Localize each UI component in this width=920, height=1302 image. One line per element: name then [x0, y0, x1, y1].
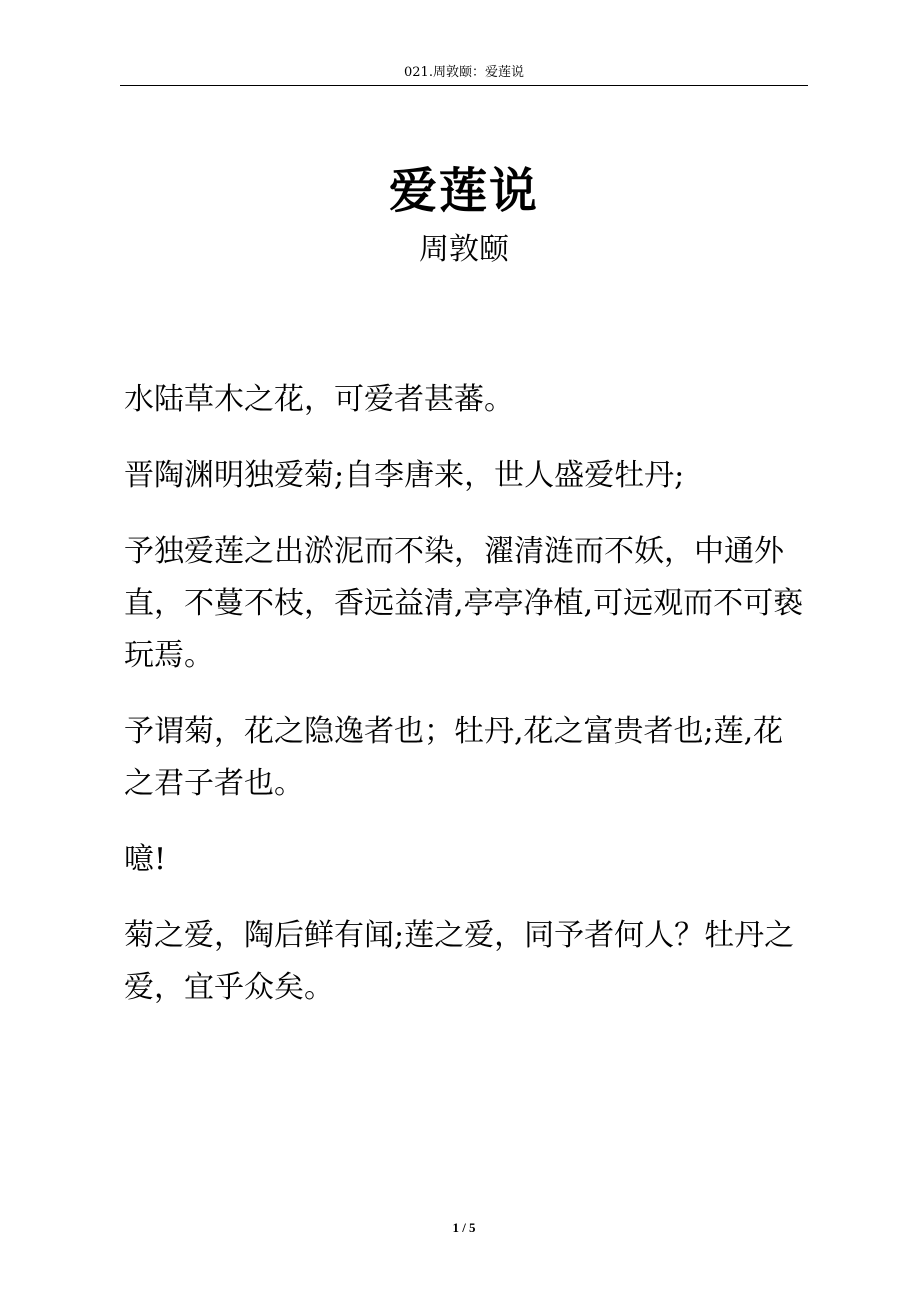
- document-title: 爱莲说: [388, 163, 539, 220]
- paragraph: 予独爱莲之出淤泥而不染，濯清涟而不妖，中通外直，不蔓不枝，香远益清,亭亭净植,可远观而不可亵玩焉。: [124, 534, 804, 673]
- header-rule: [120, 85, 808, 86]
- page-number: 1 / 5: [452, 1220, 476, 1235]
- paragraph: 噫!: [124, 842, 167, 877]
- document-author: 周敦颐: [419, 232, 509, 267]
- running-header: 021.周敦颐：爱莲说: [404, 65, 524, 80]
- paragraph: 晋陶渊明独爱菊;自李唐来，世人盛爱牡丹;: [124, 458, 685, 493]
- paragraph: 菊之爱，陶后鲜有闻;莲之爱，同予者何人？牡丹之爱，宜乎众矣。: [124, 918, 795, 1005]
- paragraph: 水陆草木之花，可爱者甚蕃。: [124, 382, 514, 417]
- paragraph: 予谓菊，花之隐逸者也；牡丹,花之富贵者也;莲,花之君子者也。: [124, 714, 784, 801]
- document-body: [124, 374, 808, 1038]
